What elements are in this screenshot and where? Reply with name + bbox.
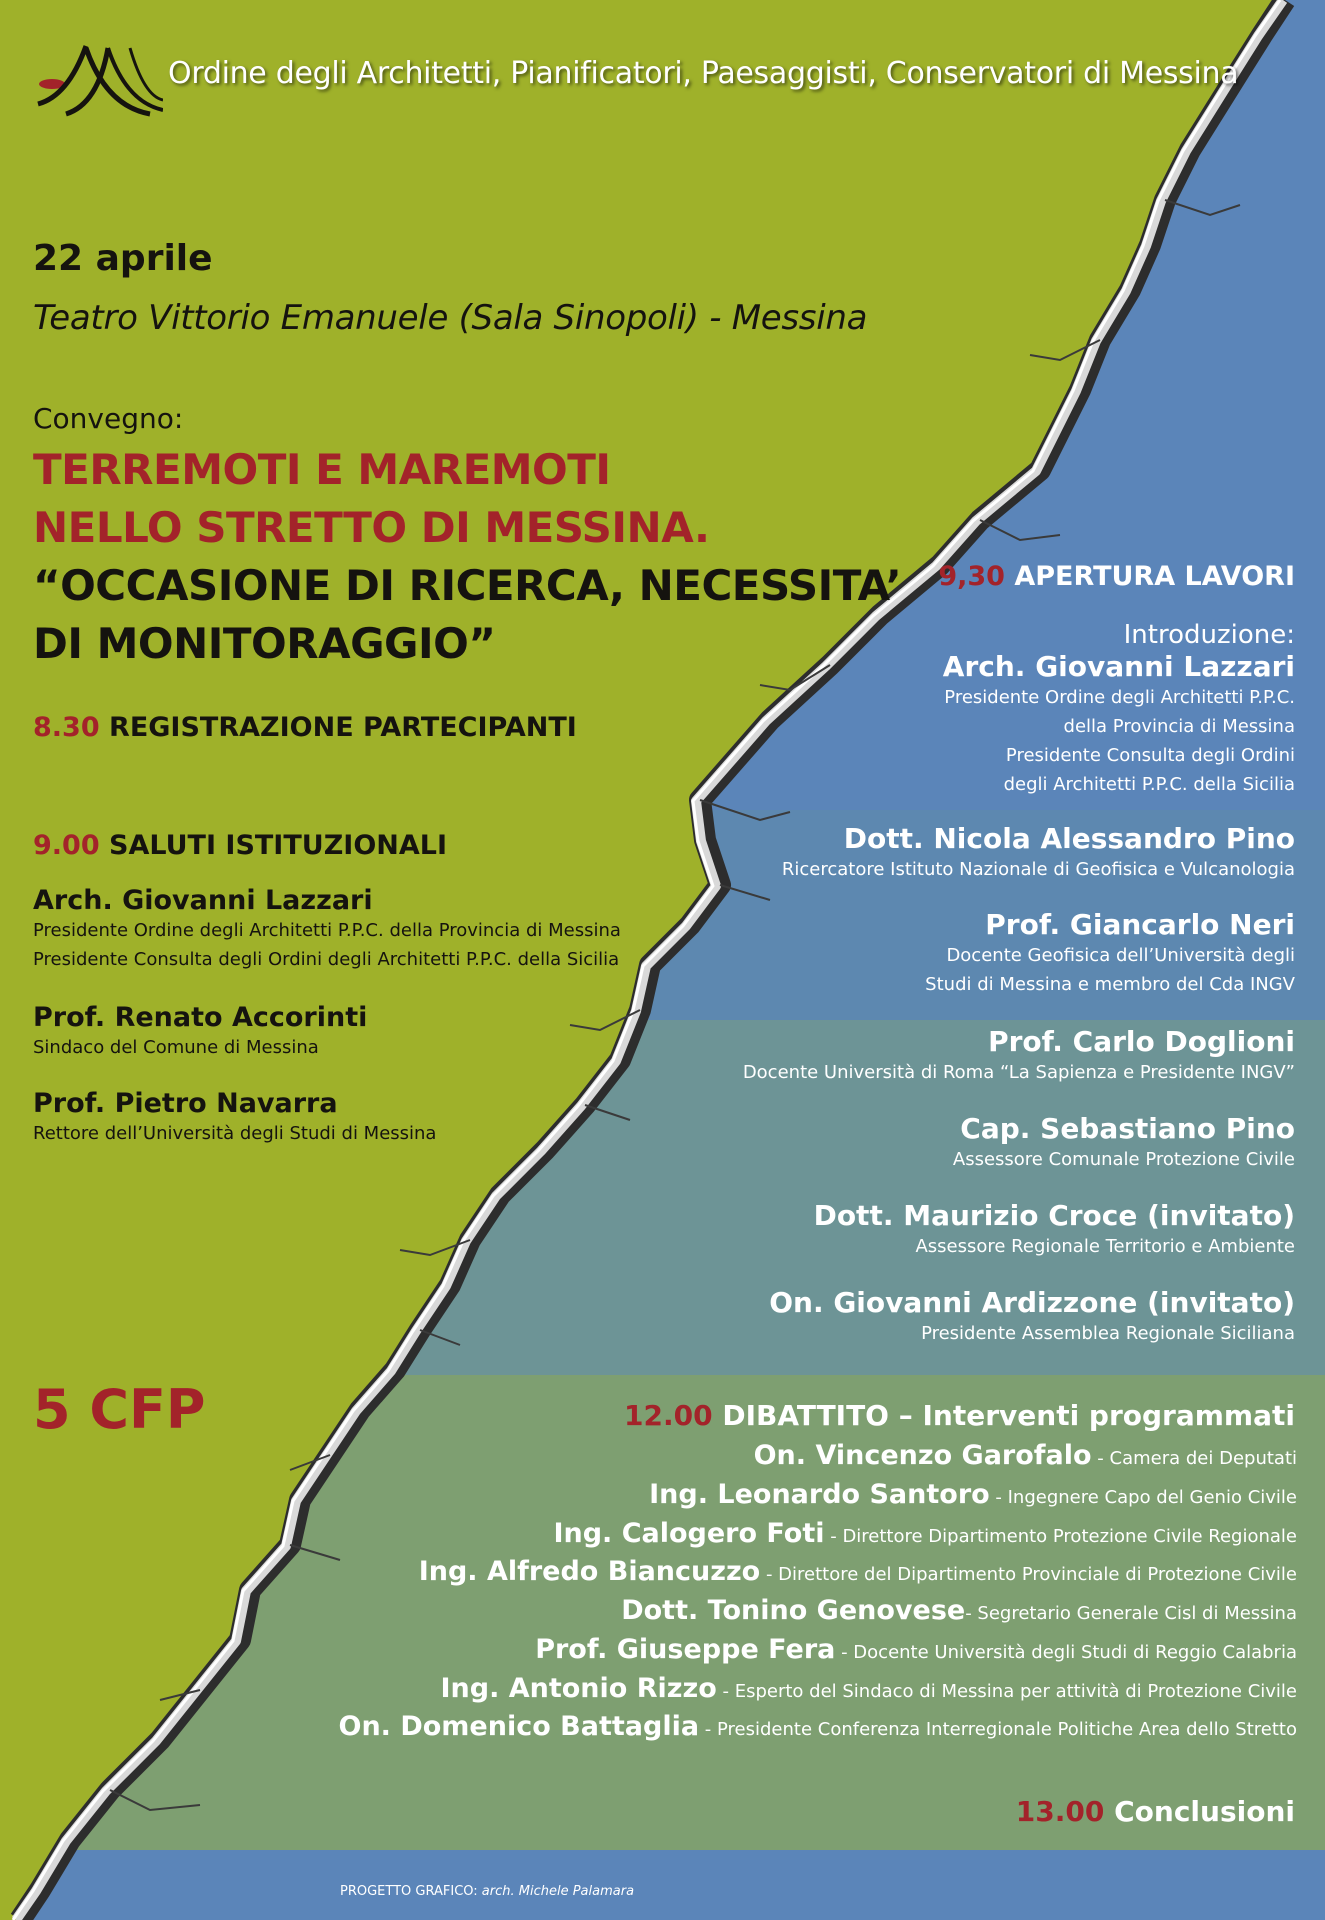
saluti-speaker [33, 1002, 367, 1062]
intervento-name: On. Vincenzo Garofalo [753, 1440, 1092, 1471]
saluti-speaker [33, 1088, 436, 1148]
speaker-name: Cap. Sebastiano Pino [960, 1112, 1295, 1145]
apertura-line [938, 561, 1295, 592]
intervento-desc: - Presidente Conferenza Interregionale Politiche Area dello Stretto [699, 1719, 1297, 1740]
intervento-desc: - Direttore Dipartimento Protezione Civile Regionale [824, 1526, 1297, 1547]
right-speaker [814, 1199, 1295, 1261]
right-speaker [925, 908, 1295, 999]
intervento-name: Dott. Tonino Genovese [621, 1595, 966, 1626]
saluti-label: SALUTI ISTITUZIONALI [109, 830, 448, 861]
saluti-line [33, 830, 447, 861]
intervento-name: Prof. Giuseppe Fera [535, 1634, 836, 1665]
right-speaker [782, 822, 1295, 884]
event-date: 22 aprile [33, 238, 213, 279]
dibattito-time: 12.00 [624, 1399, 713, 1432]
intervento-desc: - Docente Università degli Studi di Reggio Calabria [835, 1642, 1297, 1663]
intervento-desc: - Direttore del Dipartimento Provinciale di Protezione Civile [760, 1564, 1297, 1585]
right-speaker [743, 1025, 1295, 1087]
speaker-role: Presidente Consulta degli Ordini degli Architetti P.P.C. della Sicilia [33, 949, 620, 970]
intervento-row [621, 1595, 1297, 1626]
apertura-time: 9,30 [938, 561, 1005, 592]
speaker-role: Assessore Comunale Protezione Civile [952, 1149, 1295, 1170]
speaker-role: Rettore dell’Università degli Studi di Messina [33, 1123, 437, 1144]
intervento-row [553, 1518, 1297, 1549]
speaker-name: Arch. Giovanni Lazzari [942, 650, 1295, 683]
intervento-desc: - Segretario Generale Cisl di Messina [965, 1603, 1297, 1624]
intro-block [943, 620, 1295, 799]
intervento-name: Ing. Antonio Rizzo [440, 1673, 717, 1704]
speaker-role: Presidente Ordine degli Architetti P.P.C. [944, 687, 1295, 708]
cfp-credits: 5 CFP [33, 1378, 206, 1441]
title-line-1: TERREMOTI E MAREMOTI [33, 445, 611, 494]
registration-line [33, 712, 577, 743]
title-line-2: NELLO STRETTO DI MESSINA. [33, 503, 710, 552]
speaker-name: Prof. Giancarlo Neri [985, 908, 1295, 941]
intervento-row [419, 1556, 1297, 1587]
saluti-time: 9.00 [33, 830, 100, 861]
speaker-role: Docente Geofisica dell’Università degli [946, 945, 1295, 966]
intervento-row [649, 1479, 1297, 1510]
credit-name: arch. Michele Palamara [481, 1884, 635, 1899]
title-line-3: “OCCASIONE DI RICERCA, NECESSITA’ [33, 561, 902, 610]
speaker-name: Prof. Carlo Doglioni [988, 1025, 1295, 1058]
speaker-role: Ricercatore Istituto Nazionale di Geofisica e Vulcanologia [781, 859, 1295, 880]
speaker-role: Presidente Consulta degli Ordini [1005, 745, 1295, 766]
speaker-role: della Provincia di Messina [1063, 716, 1295, 737]
convegno-label: Convegno: [33, 402, 184, 435]
intervento-name: On. Domenico Battaglia [338, 1711, 700, 1742]
intervento-name: Ing. Leonardo Santoro [649, 1479, 990, 1510]
speaker-name: Dott. Nicola Alessandro Pino [843, 822, 1295, 855]
org-title: Ordine degli Architetti, Pianificatori, Paesaggisti, Conservatori di Messina [168, 56, 1239, 91]
credit-label: PROGETTO GRAFICO: [340, 1884, 478, 1899]
speaker-role: Presidente Ordine degli Architetti P.P.C. della Provincia di Messina [33, 920, 621, 941]
speaker-name: On. Giovanni Ardizzone (invitato) [769, 1286, 1295, 1319]
apertura-label: APERTURA LAVORI [1014, 561, 1295, 592]
intervento-row [754, 1440, 1297, 1471]
speaker-name: Prof. Pietro Navarra [33, 1088, 338, 1119]
dibattito-label: DIBATTITO – Interventi programmati [722, 1399, 1295, 1432]
graphic-credit [340, 1884, 634, 1899]
speaker-name: Arch. Giovanni Lazzari [33, 885, 373, 916]
intervento-desc: - Ingegnere Capo del Genio Civile [989, 1487, 1297, 1508]
title-line-4: DI MONITORAGGIO” [33, 619, 496, 668]
intervento-desc: - Esperto del Sindaco di Messina per attività di Protezione Civile [716, 1681, 1297, 1702]
conclusioni-line [1016, 1795, 1295, 1828]
speaker-name: Dott. Maurizio Croce (invitato) [813, 1199, 1295, 1232]
intervento-desc: - Camera dei Deputati [1091, 1448, 1297, 1469]
speaker-role: Assessore Regionale Territorio e Ambiente [915, 1236, 1295, 1257]
speaker-role: Presidente Assemblea Regionale Siciliana [921, 1323, 1295, 1344]
intro-label: Introduzione: [1123, 620, 1295, 650]
registration-label: REGISTRAZIONE PARTECIPANTI [109, 712, 577, 743]
dibattito-line [624, 1399, 1295, 1432]
speaker-role: Sindaco del Comune di Messina [33, 1037, 319, 1058]
order-logo [28, 36, 163, 120]
speaker-role: Docente Università di Roma “La Sapienza e Presidente INGV” [742, 1062, 1295, 1083]
conclusioni-label: Conclusioni [1114, 1795, 1295, 1828]
event-venue: Teatro Vittorio Emanuele (Sala Sinopoli) - Messina [33, 298, 868, 338]
speaker-role: Studi di Messina e membro del Cda INGV [925, 974, 1295, 995]
right-speaker [769, 1286, 1295, 1348]
right-speaker [953, 1112, 1295, 1174]
intervento-name: Ing. Calogero Foti [553, 1518, 825, 1549]
intervento-name: Ing. Alfredo Biancuzzo [418, 1556, 761, 1587]
conclusioni-time: 13.00 [1015, 1795, 1105, 1828]
intervento-row [440, 1673, 1297, 1704]
intervento-row [339, 1711, 1298, 1742]
intervento-row [535, 1634, 1297, 1665]
registration-time: 8.30 [33, 712, 100, 743]
speaker-role: degli Architetti P.P.C. della Sicilia [1003, 774, 1295, 795]
saluti-speaker [33, 885, 621, 974]
speaker-name: Prof. Renato Accorinti [33, 1002, 368, 1033]
